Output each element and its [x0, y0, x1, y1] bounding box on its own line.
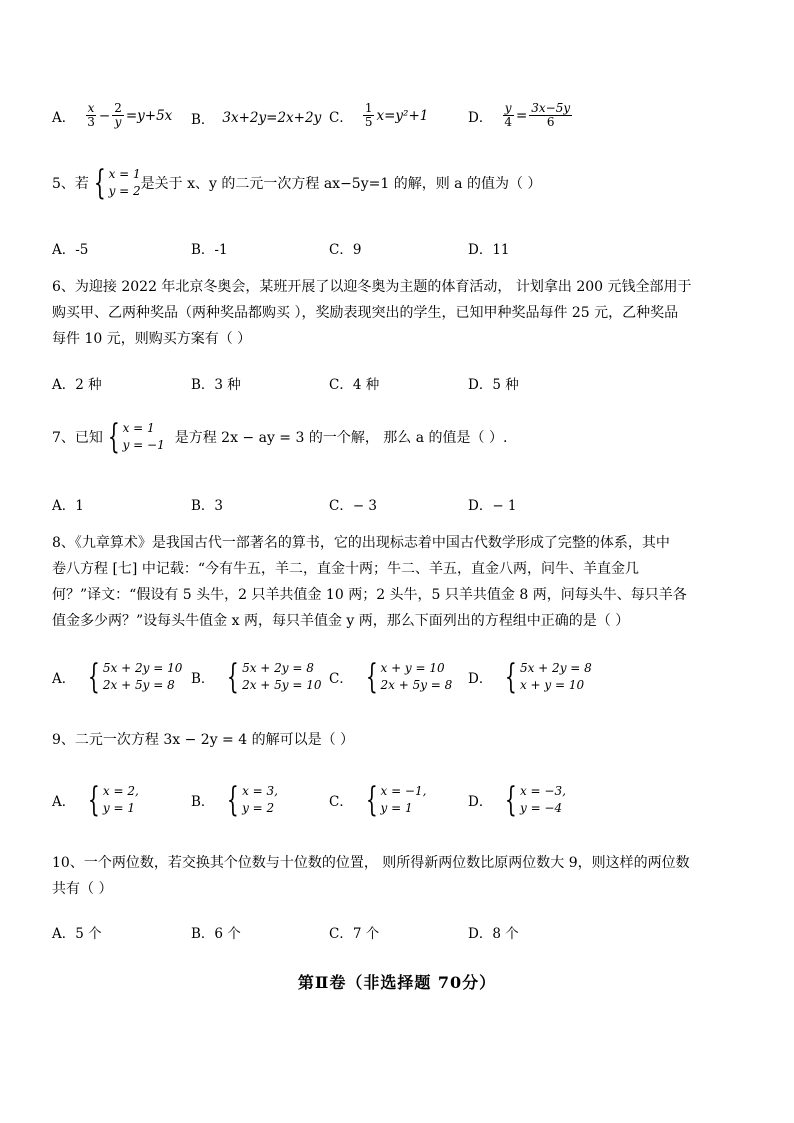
equation-system: { 5x + 2y = 8 2x + 5y = 10: [227, 657, 322, 697]
question-8: 8、《九章算术》是我国古代一部著名的算书，它的出现标志着中国古代数学形成了完整的体系，其中 卷八方程 [七] 中记载：“今有牛五，羊二，直金十两；牛二、羊五，直金八两，问牛、羊直金几 何？”译文：“假设有 5 头牛，2 只羊共值金 10 两；2 头牛，5 只羊共值金 8 两，问每头牛、每只羊各 值金多少两？”设每头牛值金 x 两，每只羊值金 y 两，那么下面列出的方程组中正确的是（ ）: [52, 535, 687, 629]
question-9: 9、二元一次方程 3x − 2y = 4 的解可以是（ ）: [52, 732, 355, 748]
q9-option-c: C． { x = −1, y = 1: [329, 780, 427, 820]
q7-option-a: A．1: [52, 498, 84, 514]
q9-option-a: A． { x = 2, y = 1: [52, 780, 139, 820]
q4-option-a: A． $\frac{x}{3}$ − $\frac{2}{y}$ =y+5x: [52, 101, 173, 129]
fraction: $\frac{x}{3}$: [87, 101, 95, 129]
question-6: 6、为迎接 2022 年北京冬奥会，某班开展了以迎冬奥为主题的体育活动， 计划拿出 200 元钱全部用于 购买甲、乙两种奖品（两种奖品都购买 ），奖励表现突出的学生，已知甲种奖品每件 25 元，乙种奖品 每件 10 元，则购买方案有（ ）: [52, 279, 692, 347]
equation-system: { x = 1 y = 2: [93, 163, 141, 203]
q8-option-b: B． { 5x + 2y = 8 2x + 5y = 10: [191, 657, 322, 697]
q7-option-b: B．3: [191, 498, 224, 514]
equation-system: { 5x + 2y = 10 2x + 5y = 8: [88, 657, 183, 697]
section-title: 第Ⅱ卷（非选择题 70分）: [297, 973, 497, 992]
fraction: $\frac{2}{y}$: [114, 101, 122, 129]
equation-system: { x = −3, y = −4: [505, 780, 566, 820]
q6-option-d: D．5 种: [468, 377, 519, 393]
equation-system: { x = 2, y = 1: [88, 780, 139, 820]
q6-option-c: C．4 种: [329, 377, 380, 393]
q6-option-a: A．2 种: [52, 377, 102, 393]
q4-option-b: B． 3x+2y=2x+2y: [191, 110, 322, 128]
equation-system: { x = 3, y = 2: [227, 780, 278, 820]
question-5: 5、若 { x = 1 y = 2 是关于 x、y 的二元一次方程 ax−5y=1 的解，则 a 的值为（ ）: [52, 163, 542, 203]
q10-option-b: B．6 个: [191, 926, 241, 942]
q7-option-d: D．− 1: [468, 498, 517, 514]
q4-option-d: D． $\frac{y}{4}$ = $\frac{3x-5y}{6}$: [468, 101, 571, 129]
fraction: $\frac{y}{4}$: [504, 101, 512, 129]
q7-option-c: C．− 3: [329, 498, 378, 514]
q5-option-d: D．11: [468, 242, 510, 258]
question-7: 7、已知 { x = 1 y = −1 是方程 2x − ay = 3 的一个解， 那么 a 的值是（ ）.: [52, 417, 508, 457]
q9-option-d: D． { x = −3, y = −4: [468, 780, 566, 820]
fraction: $\frac{3x-5y}{6}$: [531, 101, 571, 129]
fraction: $\frac{1}{5}$: [364, 101, 373, 129]
q10-option-d: D．8 个: [468, 926, 519, 942]
equation-system: { x = 1 y = −1: [107, 417, 165, 457]
q8-option-c: C． { x + y = 10 2x + 5y = 8: [329, 657, 453, 697]
q4-option-c: C． $\frac{1}{5}$ x=y²+1: [329, 101, 429, 129]
equation-system: { x + y = 10 2x + 5y = 8: [365, 657, 453, 697]
q5-option-c: C．9: [329, 242, 362, 258]
q5-option-a: A．-5: [52, 242, 89, 258]
q8-option-a: A． { 5x + 2y = 10 2x + 5y = 8: [52, 657, 183, 697]
question-10: 10、一个两位数，若交换其个位数与十位数的位置， 则所得新两位数比原两位数大 9，则这样的两位数 共有（ ）: [52, 855, 690, 897]
q10-option-c: C．7 个: [329, 926, 380, 942]
equation-system: { 5x + 2y = 8 x + y = 10: [505, 657, 592, 697]
q10-option-a: A．5 个: [52, 926, 102, 942]
q8-option-d: D． { 5x + 2y = 8 x + y = 10: [468, 657, 592, 697]
q5-option-b: B．-1: [191, 242, 228, 258]
equation-system: { x = −1, y = 1: [365, 780, 427, 820]
q9-option-b: B． { x = 3, y = 2: [191, 780, 278, 820]
q6-option-b: B．3 种: [191, 377, 241, 393]
